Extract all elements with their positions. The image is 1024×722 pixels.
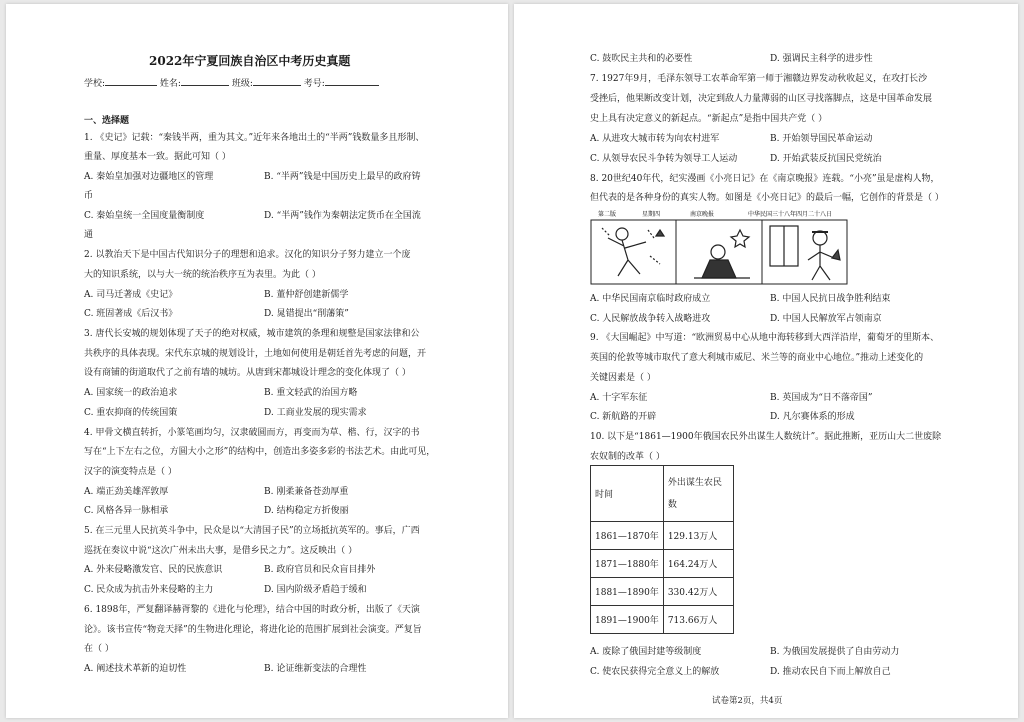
table-row	[591, 522, 734, 550]
q6-stem-3: 在（ ）	[84, 644, 114, 654]
q9-option-b: B. 英国成为“日不落帝国”	[770, 393, 873, 403]
school-label: 学校:	[84, 79, 106, 89]
table-cell-count: 713.66万人	[663, 606, 733, 634]
table-row	[591, 578, 734, 606]
q3-option-b: B. 重文轻武的治国方略	[264, 388, 358, 398]
q8-stem-1: 8. 20世纪40年代，纪实漫画《小亮日记》在《南京晚报》连载。“小亮”虽是虚构人物，	[590, 174, 940, 184]
q7-option-b: B. 开始领导国民革命运动	[770, 134, 873, 144]
q8-stem-2: 但代表的是各种身份的真实人物。如图是《小亮日记》的最后一幅，它创作的背景是（ ）	[590, 193, 944, 203]
table-cell-period: 1861—1870年	[591, 522, 664, 550]
q10-option-d: D. 推动农民自下而上解放自己	[770, 667, 891, 677]
q8-option-d: D. 中国人民解放军占领南京	[770, 314, 882, 324]
q2-option-d: D. 晁错提出“削藩策”	[264, 309, 349, 319]
q3-option-c: C. 重农抑商的传统国策	[84, 408, 178, 418]
table-cell-period: 1891—1900年	[591, 606, 664, 634]
section-heading: 一、选择题	[84, 116, 130, 126]
exam-page-left	[6, 4, 508, 718]
q1-option-c: C. 秦始皇统一全国度量衡制度	[84, 211, 205, 221]
q3-stem-3: 设有商铺的街道取代了之前有墙的城坊。从唐到宋都城设计理念的变化体现了（ ）	[84, 368, 411, 378]
q5-stem-2: 巡抚在奏议中说“这次广州未出大事，是借乡民之力”。这反映出（ ）	[84, 546, 358, 556]
q8-option-b: B. 中国人民抗日战争胜利结束	[770, 294, 891, 304]
class-blank[interactable]	[253, 77, 301, 86]
q2-stem-1: 2. 以教治天下是中国古代知识分子的理想和追求。汉化的知识分子努力建立一个庞	[84, 250, 411, 260]
q9-option-c: C. 新航路的开辟	[590, 412, 657, 422]
q4-stem-3: 汉字的演变特点是（ ）	[84, 467, 177, 477]
q1-option-d-cont: 通	[84, 230, 94, 240]
table-header-period: 时间	[591, 466, 664, 522]
q2-option-b: B. 董仲舒创建新儒学	[264, 290, 349, 300]
q1-stem-1: 1. 《史记》记载：“秦钱半两，重为其文。”近年来各地出土的“半两”钱数量多且形制、	[84, 133, 425, 143]
table-cell-count: 164.24万人	[663, 550, 733, 578]
q3-stem-1: 3. 唐代长安城的规划体现了天子的绝对权威，城市建筑的条理和规整是国家法律和公	[84, 329, 420, 339]
q10-option-b: B. 为俄国发展提供了自由劳动力	[770, 647, 900, 657]
q6-option-a: A. 阐述技术革新的迫切性	[84, 664, 187, 674]
number-blank[interactable]	[325, 77, 379, 86]
table-header-count: 外出谋生农民数	[663, 466, 733, 522]
page-footer: 试卷第2页，共4页	[712, 696, 783, 706]
q7-option-a: A. 从进攻大城市转为向农村进军	[590, 134, 720, 144]
q9-stem-3: 关键因素是（ ）	[590, 373, 656, 383]
class-label: 班级:	[231, 79, 253, 89]
q4-option-a: A. 端正劲美雄浑敦厚	[84, 487, 169, 497]
q9-option-a: A. 十字军东征	[590, 393, 648, 403]
school-blank[interactable]	[105, 77, 157, 86]
q6-stem-1: 6. 1898年，严复翻译赫胥黎的《进化与伦理》，结合中国的时政分析，出版了《天演	[84, 605, 420, 615]
number-label: 考号:	[303, 79, 325, 89]
table-cell-count: 129.13万人	[663, 522, 733, 550]
q10-stem-2: 农奴制的改革（ ）	[590, 452, 665, 462]
q5-stem-1: 5. 在三元里人民抗英斗争中，民众是以“大清国子民”的立场抵抗英军的。事后，广西	[84, 526, 420, 536]
q9-stem-2: 英国的伦敦等城市取代了意大利城市威尼、米兰等的商业中心地位。”推动上述变化的	[590, 353, 924, 363]
q5-option-d: D. 国内阶级矛盾趋于缓和	[264, 585, 367, 595]
q4-stem-1: 4. 甲骨文横直转折，小篆笔画均匀，汉隶破圆而方，再变而为草、楷、行，汉字的书	[84, 428, 420, 438]
exam-title: 2022年宁夏回族自治区中考历史真题	[149, 54, 351, 68]
cartoon-header-weekday: 星期四	[642, 211, 661, 218]
q3-stem-2: 共秩序的具体表现。宋代东京城的规划设计，土地如何使用是朝廷首先考虑的问题，开	[84, 349, 427, 359]
q9-stem-1: 9. 《大国崛起》中写道：“欧洲贸易中心从地中海转移到大西洋沿岸，葡萄牙的里斯本、	[590, 333, 940, 343]
q6-option-d: D. 强调民主科学的进步性	[770, 54, 873, 64]
student-info-line	[84, 77, 379, 90]
q2-option-a: A. 司马迁著成《史记》	[84, 290, 178, 300]
q7-stem-2: 受挫后，他果断改变计划，决定到敌人力量薄弱的山区寻找落脚点，这是中国革命发展	[590, 94, 933, 104]
q8-option-a: A. 中华民国南京临时政府成立	[590, 294, 711, 304]
q3-option-d: D. 工商业发展的现实需求	[264, 408, 367, 418]
q4-option-d: D. 结构稳定方折俊丽	[264, 506, 349, 516]
table-row	[591, 550, 734, 578]
cartoon-header-paper: 南京晚报	[690, 211, 715, 218]
q3-option-a: A. 国家统一的政治追求	[84, 388, 178, 398]
table-row	[591, 606, 734, 634]
russia-migration-table	[590, 465, 734, 634]
q7-stem-1: 7. 1927年9月，毛泽东领导工农革命军第一师于湘赣边界发动秋收起义，在攻打长沙	[590, 74, 928, 84]
cartoon-header-date: 中华民国三十八年四月二十八日	[748, 211, 833, 218]
q2-option-c: C. 班固著成《后汉书》	[84, 309, 178, 319]
q5-option-b: B. 政府官员和民众盲目排外	[264, 565, 376, 575]
name-blank[interactable]	[181, 77, 229, 86]
q1-option-d: D. “半两”钱作为秦朝法定货币在全国流	[264, 211, 421, 221]
q4-stem-2: 写在“上下左右之位，方圆大小之形”的结构中，创造出多姿多彩的书法艺术。由此可见，	[84, 447, 436, 457]
q7-option-c: C. 从领导农民斗争转为领导工人运动	[590, 154, 738, 164]
exam-page-right	[514, 4, 1018, 718]
table-cell-period: 1871—1880年	[591, 550, 664, 578]
xiaoliang-diary-cartoon	[590, 208, 848, 286]
q6-option-b: B. 论证维新变法的合理性	[264, 664, 367, 674]
q10-option-c: C. 使农民获得完全意义上的解放	[590, 667, 720, 677]
q5-option-c: C. 民众成为抗击外来侵略的主力	[84, 585, 214, 595]
q5-option-a: A. 外来侵略激发官、民的民族意识	[84, 565, 223, 575]
q1-option-b-cont: 币	[84, 191, 94, 201]
table-cell-period: 1881—1890年	[591, 578, 664, 606]
q1-option-b: B. “半两”钱是中国历史上最早的政府铸	[264, 172, 421, 182]
table-header-row	[591, 466, 734, 522]
q6-stem-2: 论》。该书宣传“物竞天择”的生物进化理论，将进化论的范围扩展到社会演变。严复旨	[84, 625, 422, 635]
q8-option-c: C. 人民解放战争转入战略进攻	[590, 314, 711, 324]
q7-option-d: D. 开始武装反抗国民党统治	[770, 154, 882, 164]
cartoon-header-edition: 第二版	[598, 211, 617, 218]
table-cell-count: 330.42万人	[663, 578, 733, 606]
q4-option-c: C. 风格各异一脉相承	[84, 506, 169, 516]
name-label: 姓名:	[159, 79, 181, 89]
q10-stem-1: 10. 以下是“1861—1900年俄国农民外出谋生人数统计”。据此推断，亚历山大二世废除	[590, 432, 942, 442]
q10-option-a: A. 废除了俄国封建等级制度	[590, 647, 702, 657]
q2-stem-2: 大的知识系统，以与大一统的统治秩序互为表里。为此（ ）	[84, 270, 321, 280]
q1-option-a: A. 秦始皇加强对边疆地区的管理	[84, 172, 214, 182]
q6-option-c: C. 鼓吹民主共和的必要性	[590, 54, 693, 64]
q7-stem-3: 史上具有决定意义的新起点。“新起点”是指中国共产党（ ）	[590, 114, 828, 124]
q4-option-b: B. 刚柔兼备苍劲厚重	[264, 487, 349, 497]
q1-stem-2: 重量、厚度基本一致。据此可知（ ）	[84, 152, 231, 162]
q9-option-d: D. 凡尔赛体系的形成	[770, 412, 855, 422]
